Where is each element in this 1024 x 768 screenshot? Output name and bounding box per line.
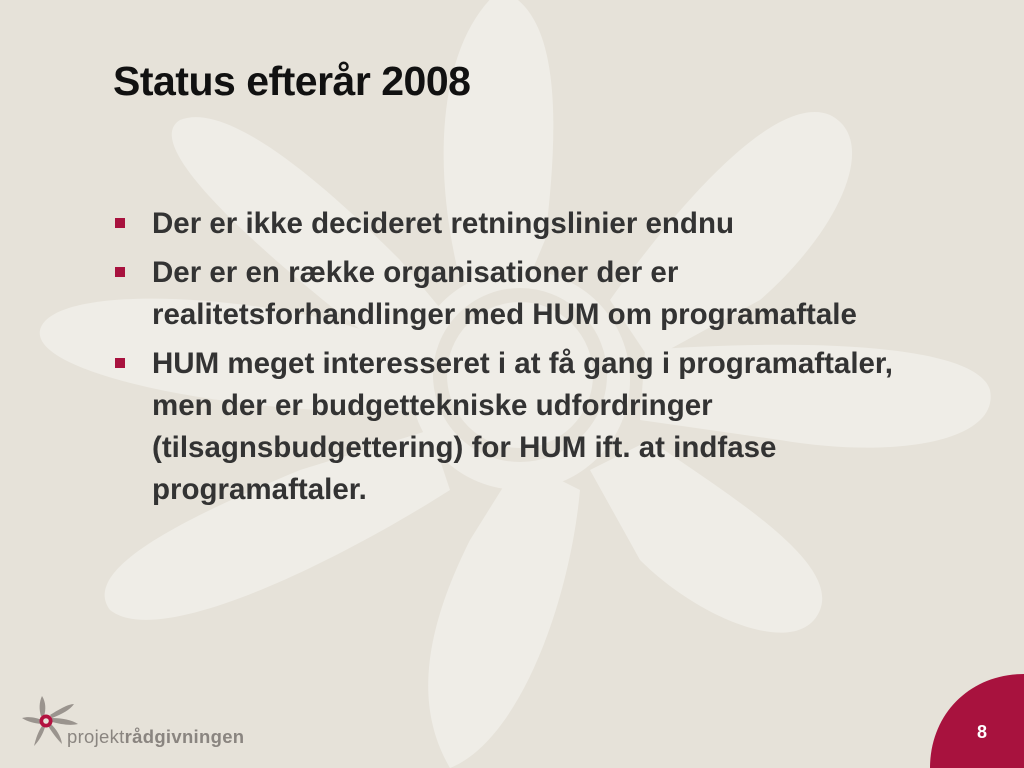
bullet-text: HUM meget interesseret i at få gang i programaftaler, men der er budgettekniske udfordringer (tilsagnsbudgettering) for HUM ift. at indfase programaftaler. [152,347,893,506]
page-number-badge [930,674,1024,768]
bullet-item [113,343,933,511]
bullet-list [113,203,933,518]
square-bullet-icon [115,267,125,277]
page-number: 8 [976,722,987,742]
bullet-text: Der er en række organisationer der er realitetsforhandlinger med HUM om programaftale [152,256,857,331]
square-bullet-icon [115,218,125,228]
bullet-item [113,203,933,245]
logo-text-bold: rådgivningen [124,726,245,747]
company-logo [22,696,282,756]
slide-title: Status efterår 2008 [113,58,471,104]
logo-text [67,726,244,748]
logo-text-light: projekt [67,726,125,747]
bullet-item [113,252,933,336]
square-bullet-icon [115,358,125,368]
bullet-text: Der er ikke decideret retningslinier endnu [152,207,734,240]
